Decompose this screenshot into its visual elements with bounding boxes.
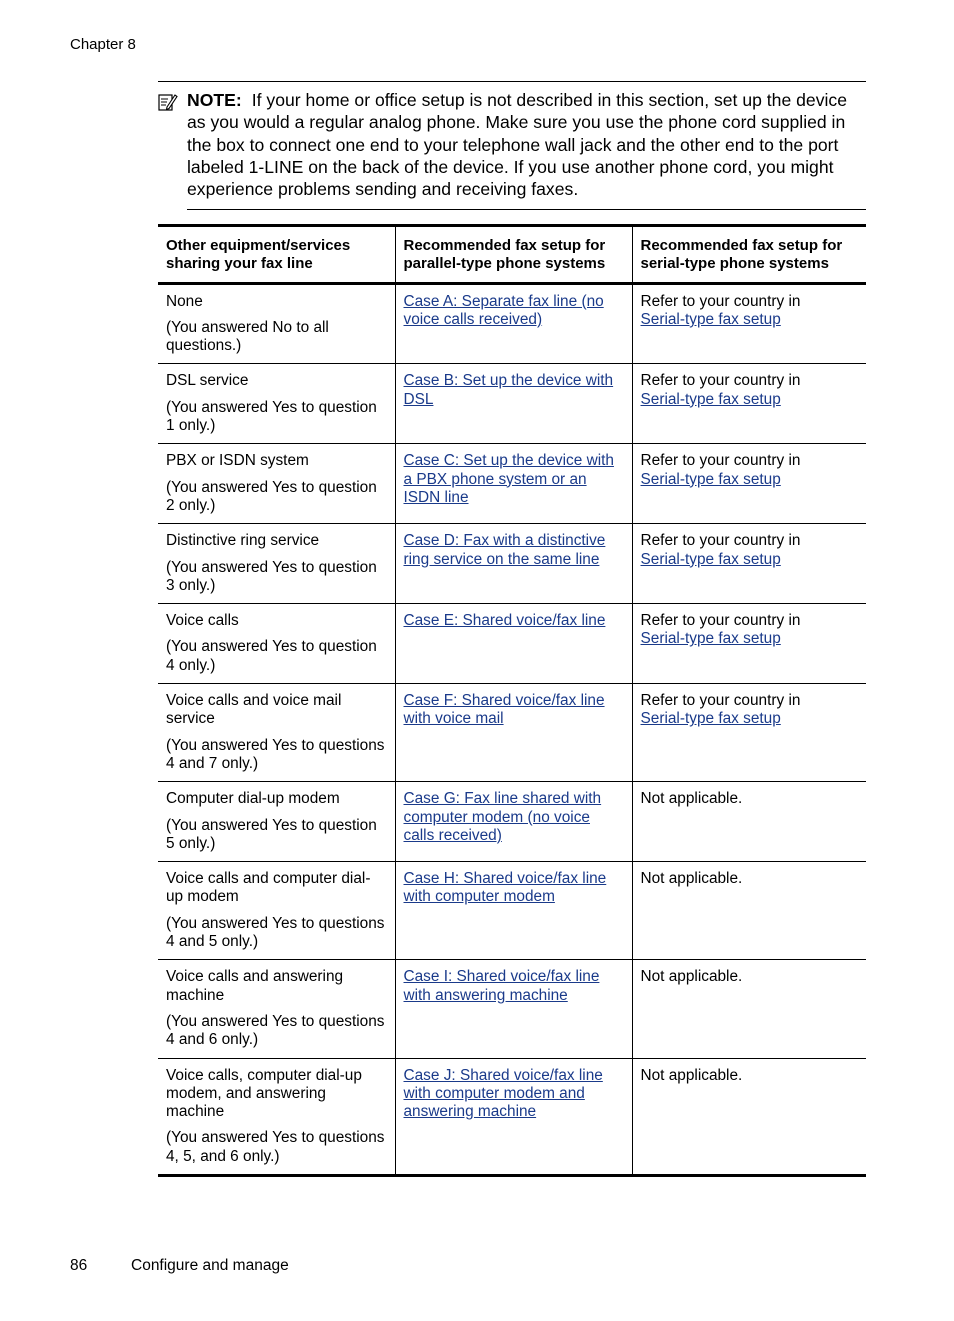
- parallel-cell: [395, 364, 632, 444]
- parallel-cell: [395, 1058, 632, 1175]
- serial-cell-content: [641, 532, 859, 569]
- table-row: [158, 444, 866, 524]
- parallel-cell: [395, 862, 632, 960]
- column-header-parallel: Recommended fax setup for parallel-type phone systems: [395, 226, 632, 284]
- parallel-setup-link[interactable]: Case B: Set up the device with DSL: [403, 372, 614, 408]
- serial-cell: [632, 782, 866, 862]
- equipment-cell: [158, 1058, 395, 1175]
- footer-section: Configure and manage: [131, 1257, 289, 1274]
- parallel-cell: [395, 604, 632, 684]
- column-header-equipment: Other equipment/services sharing your fax line: [158, 226, 395, 284]
- equipment-answer: (You answered Yes to question 3 only.): [166, 558, 377, 594]
- parallel-cell: [395, 684, 632, 782]
- equipment-answer: (You answered Yes to question 4 only.): [166, 638, 377, 674]
- equipment-answer: (You answered Yes to question 2 only.): [166, 478, 377, 514]
- equipment-name: Voice calls, computer dial-up modem, and answering machine: [166, 1066, 362, 1121]
- serial-text: Refer to your country in: [640, 292, 801, 310]
- parallel-setup-link[interactable]: Case F: Shared voice/fax line with voice mail: [403, 692, 605, 728]
- parallel-setup-link[interactable]: Case A: Separate fax line (no voice calls received): [403, 292, 604, 328]
- serial-text: Not applicable.: [640, 790, 743, 808]
- equipment-cell: [158, 444, 395, 524]
- parallel-setup-link[interactable]: Case H: Shared voice/fax line with computer modem: [403, 870, 607, 906]
- equipment-answer: (You answered Yes to questions 4 and 6 only.): [166, 1012, 385, 1049]
- serial-cell: [632, 604, 866, 684]
- equipment-cell: [158, 684, 395, 782]
- equipment-answer: (You answered Yes to question 5 only.): [166, 816, 377, 852]
- serial-cell: [632, 862, 866, 960]
- equipment-name: Voice calls: [166, 612, 239, 630]
- equipment-answer: (You answered Yes to questions 4 and 5 only.): [166, 914, 385, 951]
- serial-cell: [632, 283, 866, 364]
- serial-text: Refer to your country in: [640, 372, 801, 390]
- note-body: If your home or office setup is not described in this section, set up the device as you would a regular analog phone. Make sure you use the phone cord supplied in the box to connect one end to your telephone wall jack and the other end to the port labeled 1-LINE on the back of the device. If you use another phone cord, you might experience problems sending and receiving faxes.: [187, 90, 847, 200]
- serial-cell-content: [641, 692, 859, 729]
- serial-cell: [632, 524, 866, 604]
- note-box: [158, 81, 866, 210]
- equipment-name: Voice calls and computer dial-up modem: [166, 870, 371, 906]
- equipment-answer: (You answered Yes to questions 4 and 7 only.): [166, 736, 385, 772]
- equipment-answer: (You answered Yes to question 1 only.): [166, 398, 377, 435]
- serial-cell: [632, 444, 866, 524]
- table-row: [158, 782, 866, 862]
- table-row: [158, 1058, 866, 1175]
- parallel-cell: [395, 960, 632, 1058]
- parallel-setup-link[interactable]: Case D: Fax with a distinctive ring service on the same line: [403, 532, 606, 568]
- equipment-cell: [158, 364, 395, 444]
- equipment-name: Voice calls and voice mail service: [166, 692, 342, 728]
- serial-setup-link[interactable]: Serial-type fax setup: [640, 550, 781, 568]
- fax-setup-table: [158, 224, 866, 1177]
- serial-cell-content: [641, 293, 859, 330]
- serial-cell: [632, 684, 866, 782]
- table-header-row: [158, 226, 866, 284]
- equipment-name: Distinctive ring service: [166, 532, 320, 550]
- parallel-setup-link[interactable]: Case G: Fax line shared with computer modem (no voice calls received): [403, 790, 602, 844]
- serial-text: Refer to your country in: [640, 452, 801, 470]
- equipment-cell: [158, 862, 395, 960]
- serial-cell-content: [641, 452, 859, 489]
- equipment-cell: [158, 604, 395, 684]
- equipment-name: Voice calls and answering machine: [166, 968, 344, 1004]
- parallel-cell: [395, 283, 632, 364]
- serial-text: Not applicable.: [640, 968, 743, 986]
- page-number: 86: [70, 1257, 88, 1274]
- column-header-serial: Recommended fax setup for serial-type phone systems: [632, 226, 866, 284]
- serial-text: Not applicable.: [640, 1066, 743, 1084]
- serial-setup-link[interactable]: Serial-type fax setup: [640, 630, 781, 648]
- serial-cell-content: [641, 612, 859, 649]
- parallel-setup-link[interactable]: Case I: Shared voice/fax line with answering machine: [403, 968, 600, 1004]
- table-row: [158, 684, 866, 782]
- parallel-cell: [395, 524, 632, 604]
- note-text: [187, 82, 866, 210]
- parallel-setup-link[interactable]: Case E: Shared voice/fax line: [403, 612, 606, 630]
- equipment-cell: [158, 782, 395, 862]
- table-row: [158, 862, 866, 960]
- parallel-setup-link[interactable]: Case C: Set up the device with a PBX phone system or an ISDN line: [403, 452, 614, 506]
- equipment-cell: [158, 960, 395, 1058]
- serial-setup-link[interactable]: Serial-type fax setup: [640, 390, 781, 408]
- equipment-name: Computer dial-up modem: [166, 790, 340, 808]
- serial-text: Refer to your country in: [640, 612, 801, 630]
- serial-setup-link[interactable]: Serial-type fax setup: [640, 310, 781, 328]
- equipment-answer: (You answered No to all questions.): [166, 318, 329, 355]
- serial-cell-content: [641, 372, 859, 409]
- serial-text: Refer to your country in: [640, 692, 801, 710]
- serial-text: Refer to your country in: [640, 532, 801, 550]
- serial-cell: [632, 364, 866, 444]
- note-pencil-icon: [158, 92, 178, 112]
- table-row: [158, 604, 866, 684]
- equipment-cell: [158, 283, 395, 364]
- equipment-cell: [158, 524, 395, 604]
- equipment-answer: (You answered Yes to questions 4, 5, and 6 only.): [166, 1129, 385, 1165]
- chapter-header: Chapter 8: [70, 36, 136, 53]
- equipment-name: DSL service: [166, 372, 249, 390]
- serial-cell: [632, 1058, 866, 1175]
- table-row: [158, 283, 866, 364]
- serial-cell: [632, 960, 866, 1058]
- parallel-cell: [395, 444, 632, 524]
- parallel-cell: [395, 782, 632, 862]
- serial-setup-link[interactable]: Serial-type fax setup: [640, 710, 781, 728]
- table-row: [158, 960, 866, 1058]
- table-row: [158, 364, 866, 444]
- note-label: NOTE:: [187, 90, 242, 110]
- equipment-name: None: [166, 292, 203, 310]
- parallel-setup-link[interactable]: Case J: Shared voice/fax line with computer modem and answering machine: [403, 1066, 603, 1121]
- serial-setup-link[interactable]: Serial-type fax setup: [640, 470, 781, 488]
- serial-text: Not applicable.: [640, 870, 743, 888]
- table-row: [158, 524, 866, 604]
- equipment-name: PBX or ISDN system: [166, 452, 309, 470]
